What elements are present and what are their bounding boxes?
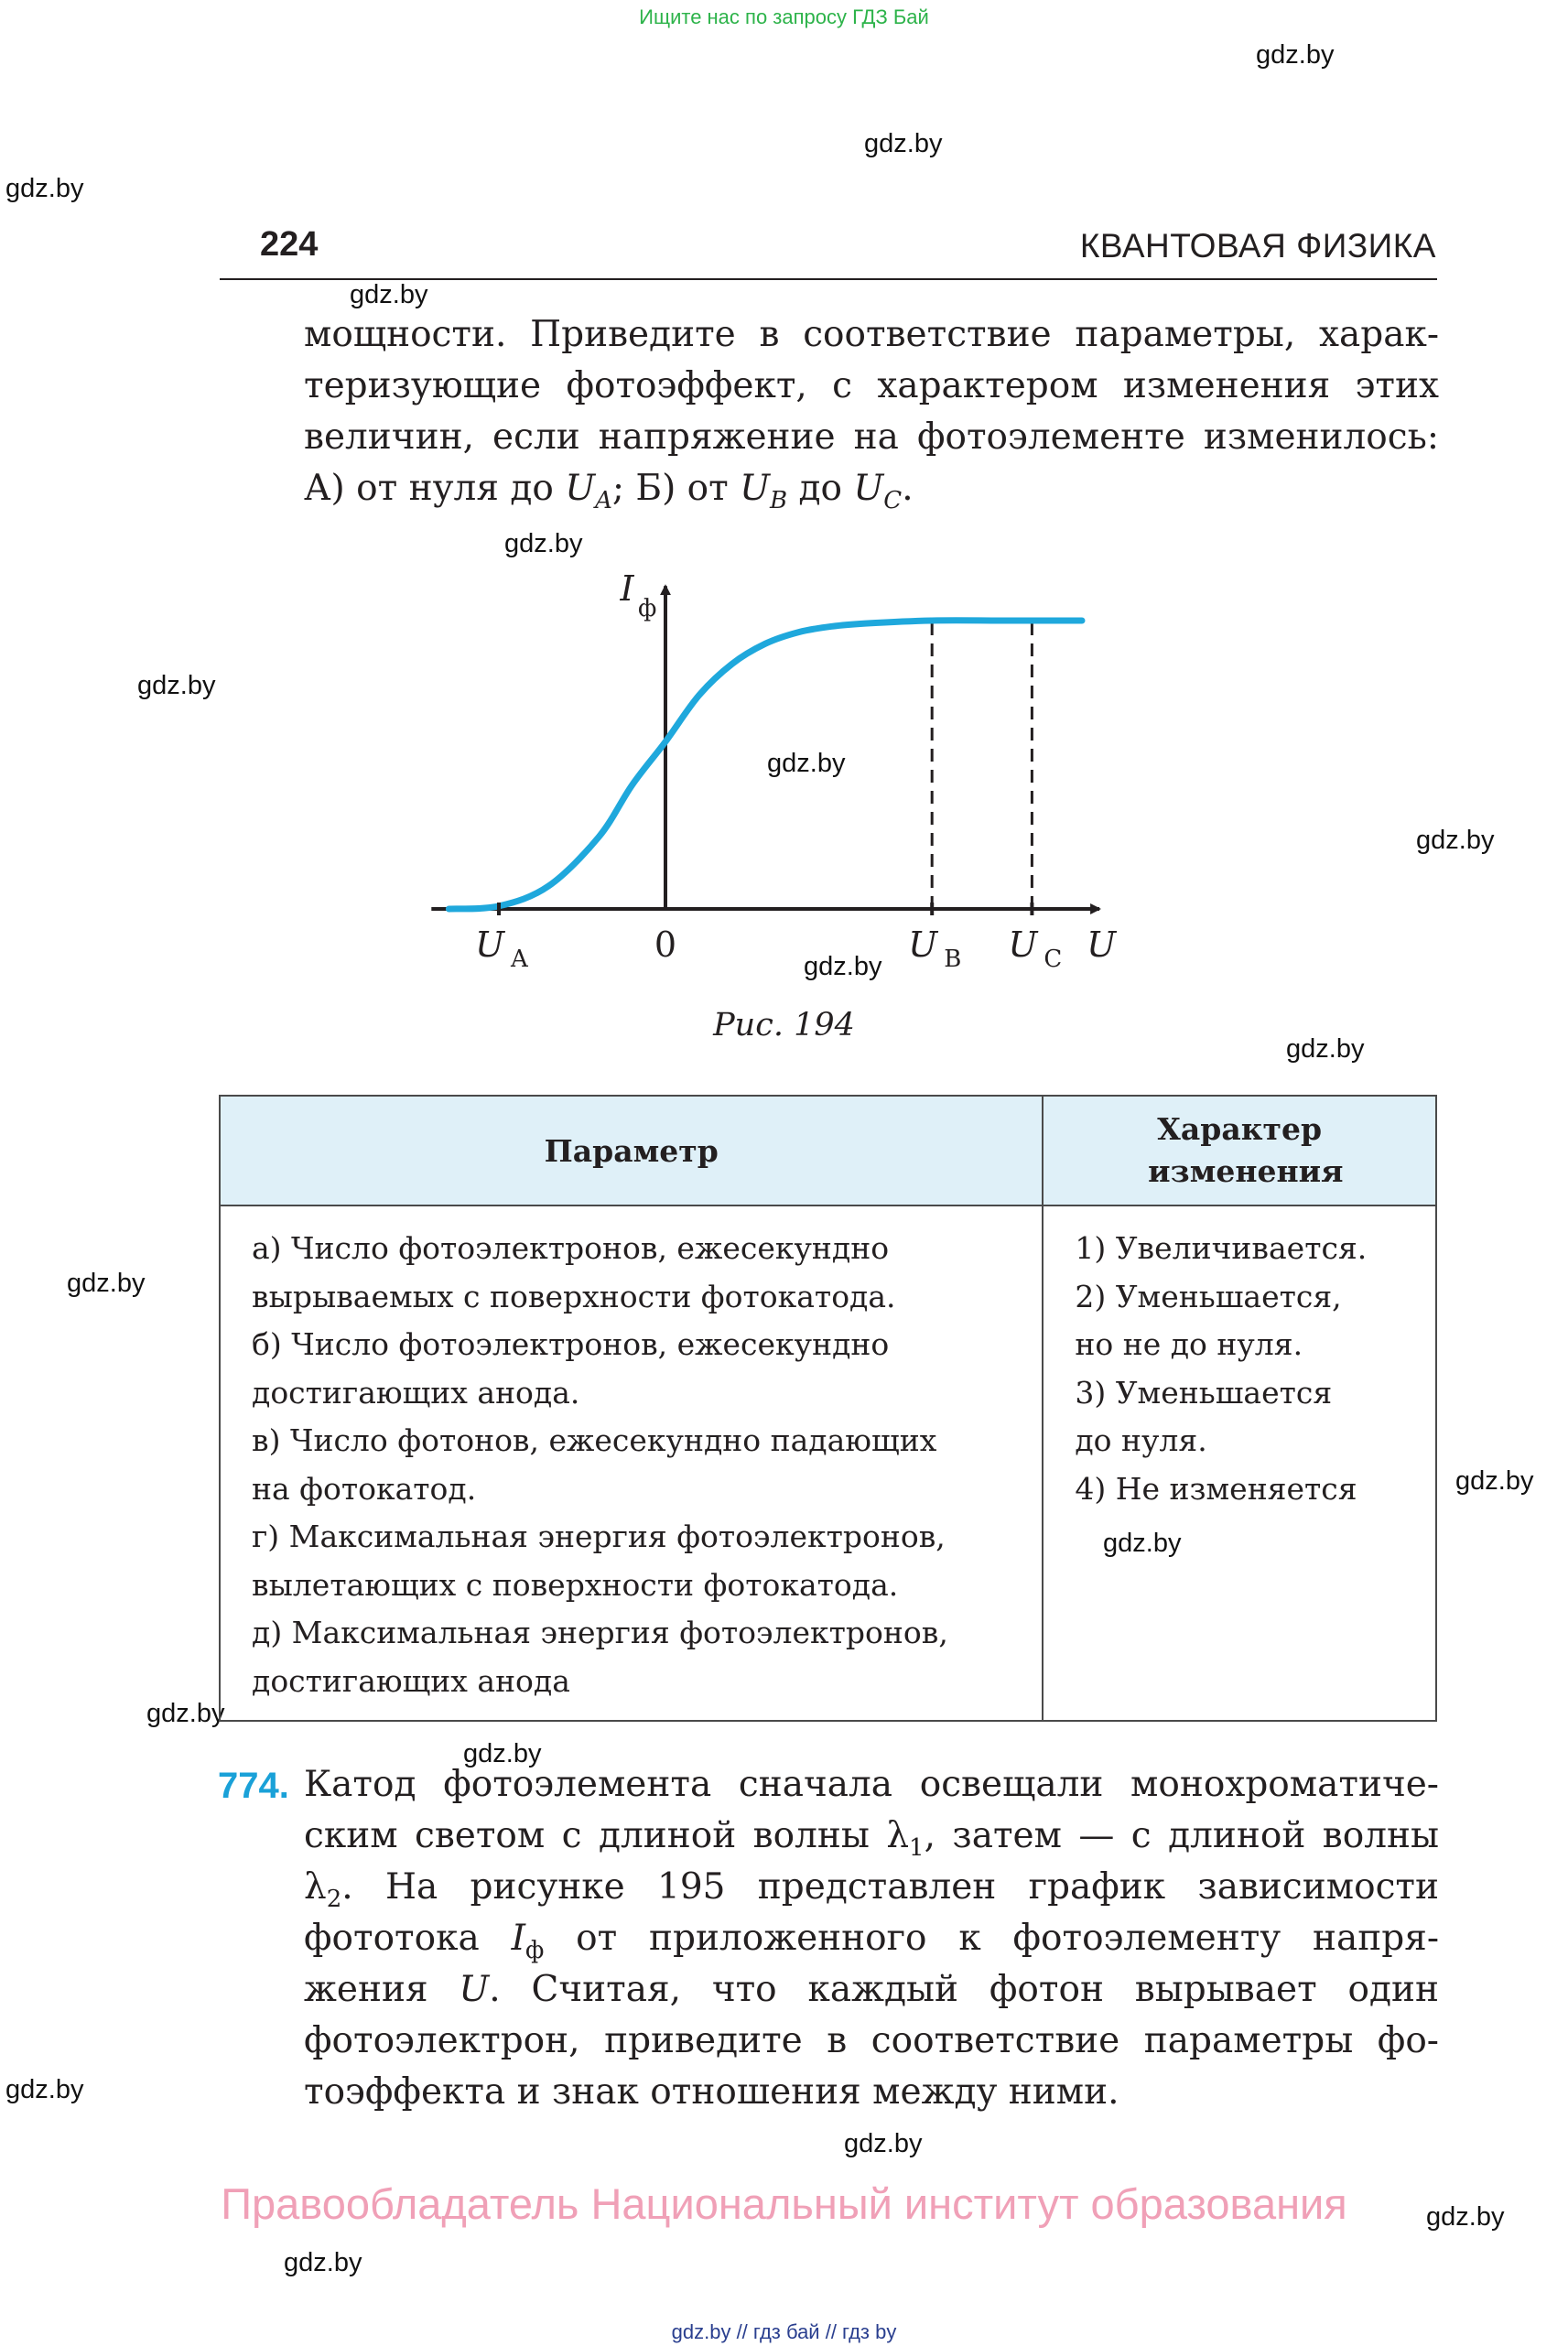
parameter-line: вылетающих с поверхности фотокатода. [252, 1566, 899, 1603]
watermark: gdz.by [844, 2129, 923, 2158]
section-title: КВАНТОВАЯ ФИЗИКА [1079, 227, 1436, 265]
copyright-footer: Правообладатель Национальный институт образования [221, 2179, 1347, 2228]
tick-label-sub: B [944, 946, 962, 973]
changes-cell [1043, 1205, 1436, 1721]
change-line: 4) Не изменяется [1075, 1470, 1357, 1507]
photocurrent-graph [0, 549, 1568, 989]
problem-line: Катод фотоэлемента сначала освещали монохроматиче- [304, 1764, 1439, 1805]
tick-label: U [474, 924, 505, 965]
watermark: gdz.by [804, 952, 882, 981]
bottom-links[interactable]: gdz.by // гдз бай // гдз by [671, 2320, 897, 2343]
x-axis-label: U [1087, 924, 1117, 965]
watermark: gdz.by [350, 280, 428, 309]
watermark: gdz.by [146, 1699, 225, 1728]
change-line: 1) Увеличивается. [1075, 1230, 1368, 1266]
problem-number: 774. [218, 1766, 289, 1806]
change-line: но не до нуля. [1075, 1326, 1303, 1362]
watermark: gdz.by [67, 1269, 146, 1298]
intro-line: А) от нуля до $U_A$; Б) от $U_B$ до $U_C$. [304, 468, 914, 514]
watermark: gdz.by [284, 2248, 362, 2277]
y-axis-label: I [620, 568, 634, 609]
parameter-line: на фотокатод. [252, 1470, 477, 1507]
parameter-line: достигающих анода. [252, 1374, 580, 1411]
y-axis-label-sub: ф [638, 595, 657, 622]
intro-line: теризующие фотоэффект, с характером изменения этих [304, 365, 1439, 406]
table-row [220, 1205, 1436, 1721]
watermark: gdz.by [463, 1739, 542, 1768]
photocurrent-curve [449, 621, 1082, 909]
intro-paragraph [304, 309, 1439, 514]
problem-line: фотоэлектрон, приведите в соответствие параметры фо- [304, 2020, 1439, 2061]
tick-label-sub: A [511, 946, 528, 973]
watermark: gdz.by [5, 2075, 84, 2104]
watermark: gdz.by [1256, 40, 1335, 70]
watermark: gdz.by [767, 749, 846, 778]
parameter-line: в) Число фотонов, ежесекундно падающих [252, 1422, 937, 1458]
intro-line: мощности. Приведите в соответствие параметры, харак- [304, 314, 1439, 355]
problem-line: ским светом с длиной волны $\lambda_1$, затем — с длиной волны [304, 1815, 1440, 1862]
watermark: gdz.by [137, 671, 216, 700]
problem-line: $\lambda_2$. На рисунке 195 представлен график зависимости [304, 1866, 1439, 1913]
change-line: 2) Уменьшается, [1075, 1278, 1342, 1314]
parameter-line: достигающих анода [252, 1662, 570, 1699]
watermark: gdz.by [1103, 1529, 1182, 1558]
watermark: gdz.by [504, 529, 583, 558]
watermark: gdz.by [864, 129, 943, 158]
header-change: Характер изменения [1043, 1096, 1436, 1205]
header-parameter: Параметр [220, 1096, 1043, 1205]
tick-label: U [1008, 924, 1038, 965]
change-line: до нуля. [1075, 1422, 1207, 1458]
matching-table [219, 1095, 1437, 1722]
parameter-line: а) Число фотоэлектронов, ежесекундно [252, 1230, 890, 1266]
parameter-line: б) Число фотоэлектронов, ежесекундно [252, 1326, 890, 1362]
tick-label-sub: C [1044, 946, 1063, 973]
watermark: gdz.by [1416, 826, 1495, 855]
watermark: gdz.by [1426, 2202, 1505, 2232]
tick-label: U [908, 924, 938, 965]
parameter-line: вырываемых с поверхности фотокатода. [252, 1278, 896, 1314]
table-header-row [220, 1096, 1436, 1205]
problem-line: фототока $I_ф$ от приложенного к фотоэлементу напря- [304, 1918, 1440, 1964]
change-line: 3) Уменьшается [1075, 1374, 1333, 1411]
parameters-cell [220, 1205, 1043, 1721]
problem-line: жения U. Считая, что каждый фотон вырывает один [304, 1969, 1439, 2010]
problem-line: тоэффекта и знак отношения между ними. [304, 2071, 1119, 2113]
page-number: 224 [260, 225, 319, 264]
watermark: gdz.by [1455, 1466, 1534, 1496]
watermark: gdz.by [1286, 1034, 1365, 1064]
parameter-line: г) Максимальная энергия фотоэлектронов, [252, 1519, 946, 1554]
parameter-line: д) Максимальная энергия фотоэлектронов, [252, 1615, 948, 1650]
header-rule [220, 278, 1437, 280]
watermark: gdz.by [5, 174, 84, 203]
problem-774-text [304, 1759, 1439, 2118]
tick-label: 0 [654, 924, 677, 965]
figure-caption: Рис. 194 [713, 1007, 855, 1043]
search-banner[interactable]: Ищите нас по запросу ГДЗ Бай [639, 5, 929, 28]
intro-line: величин, если напряжение на фотоэлементе изменилось: [304, 416, 1439, 458]
